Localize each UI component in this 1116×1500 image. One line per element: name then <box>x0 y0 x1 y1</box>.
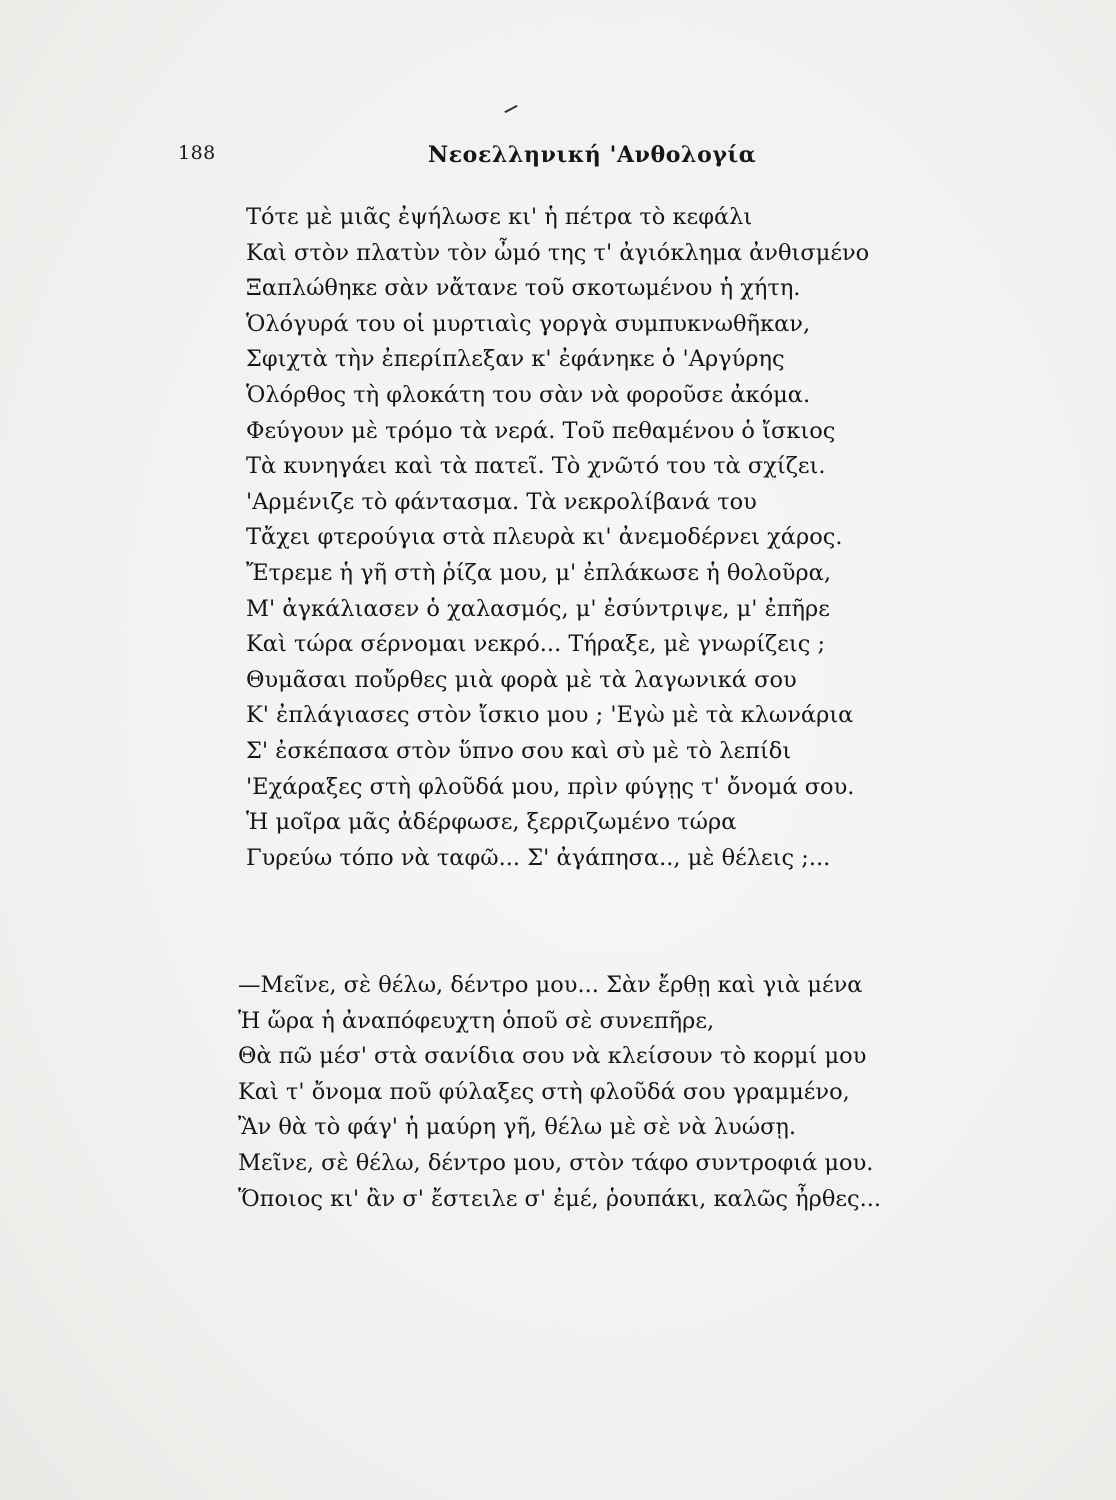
poem-line: Καὶ στὸν πλατὺν τὸν ὦμό της τ' ἀγιόκλημα ἀνθισμένο <box>246 239 870 266</box>
poem-line: Τὰ κυνηγάει καὶ τὰ πατεῖ. Τὸ χνῶτό του τὰ σχίζει. <box>246 453 826 480</box>
poem-line: Ἂν θὰ τὸ φάγ' ἡ μαύρη γῆ, θέλω μὲ σὲ νὰ λυώσῃ. <box>238 1114 797 1141</box>
running-title: Νεοελληνική 'Ανθολογία <box>428 142 757 168</box>
poem-line: Φεύγουν μὲ τρόμο τὰ νερά. Τοῦ πεθαμένου ὁ ἴσκιος <box>246 417 836 444</box>
ink-tick-mark <box>504 105 517 113</box>
poem-line: Μεῖνε, σὲ θέλω, δέντρο μου, στὸν τάφο συντροφιά μου. <box>238 1149 874 1176</box>
poem-line: 'Εχάραξες στὴ φλοῦδά μου, πρὶν φύγῃς τ' ὄνομά σου. <box>246 773 855 800</box>
poem-line: Ἔτρεμε ἡ γῆ στὴ ῥίζα μου, μ' ἐπλάκωσε ἡ θολοῦρα, <box>246 559 831 586</box>
poem-line: 'Αρμένιζε τὸ φάντασμα. Τὰ νεκρολίβανά του <box>246 488 757 515</box>
poem-line: Καὶ τώρα σέρνομαι νεκρό... Τήραξε, μὲ γνωρίζεις ; <box>246 631 826 658</box>
poem-line: Γυρεύω τόπο νὰ ταφῶ... Σ' ἀγάπησα.., μὲ θέλεις ;... <box>246 844 831 871</box>
poem-line: Θὰ πῶ μέσ' στὰ σανίδια σου νὰ κλείσουν τὸ κορμί μου <box>238 1043 867 1070</box>
poem-line: Καὶ τ' ὄνομα ποῦ φύλαξες στὴ φλοῦδά σου γραμμένο, <box>238 1078 850 1105</box>
poem-line: Ἡ ὥρα ἡ ἀναπόφευχτη ὁποῦ σὲ συνεπῆρε, <box>238 1007 715 1034</box>
poem-line: Θυμᾶσαι ποὔρθες μιὰ φορὰ μὲ τὰ λαγωνικά σου <box>246 666 797 693</box>
poem-line: Ὅποιος κι' ἂν σ' ἔστειλε σ' ἐμέ, ῥουπάκι, καλῶς ἦρθες... <box>238 1185 882 1212</box>
poem-line: Τἄχει φτερούγια στὰ πλευρὰ κι' ἀνεμοδέρνει χάρος. <box>246 524 843 551</box>
poem-line: Τότε μὲ μιᾶς ἐψήλωσε κι' ἡ πέτρα τὸ κεφάλι <box>246 204 753 230</box>
page-number: 188 <box>178 142 216 164</box>
poem-line: Ξαπλώθηκε σὰν νἄτανε τοῦ σκοτωμένου ἡ χήτη. <box>246 275 801 302</box>
poem-line: Σφιχτὰ τὴν ἐπερίπλεξαν κ' ἐφάνηκε ὁ 'Αργύρης <box>246 346 785 373</box>
poem-line: Μ' ἀγκάλιασεν ὁ χαλασμός, μ' ἐσύντριψε, μ' ἐπῆρε <box>246 595 830 622</box>
poem-stanza-1 <box>0 200 1116 876</box>
poem-stanza-2 <box>0 968 1116 1217</box>
poem-line: —Μεῖνε, σὲ θέλω, δέντρο μου... Σὰν ἔρθῃ καὶ γιὰ μένα <box>238 972 863 998</box>
poem-line: Ἡ μοῖρα μᾶς ἀδέρφωσε, ξερριζωμένο τώρα <box>246 809 737 836</box>
poem-line: Ὁλόρθος τὴ φλοκάτη του σὰν νὰ φοροῦσε ἀκόμα. <box>246 381 811 408</box>
poem-line: Ὁλόγυρά του οἱ μυρτιαὶς γοργὰ συμπυκνωθῆκαν, <box>246 310 811 337</box>
page-header <box>0 142 1116 176</box>
poem-line: Κ' ἐπλάγιασες στὸν ἴσκιο μου ; 'Εγὼ μὲ τὰ κλωνάρια <box>246 702 854 729</box>
poem-line: Σ' ἐσκέπασα στὸν ὕπνο σου καὶ σὺ μὲ τὸ λεπίδι <box>246 737 792 764</box>
